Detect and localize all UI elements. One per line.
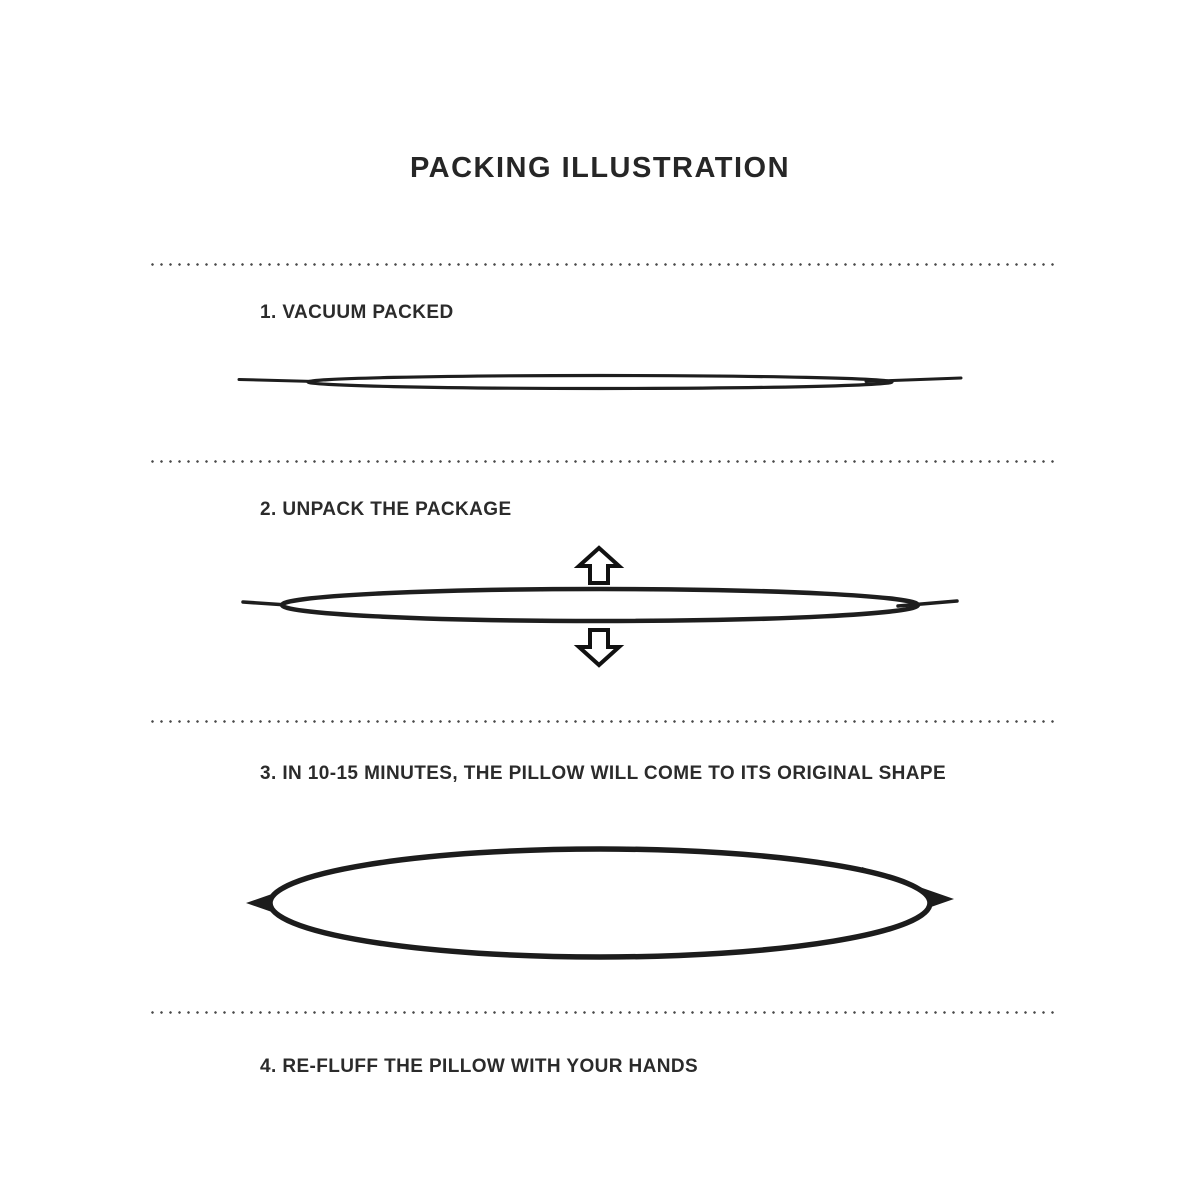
step-2-label: 2. UNPACK THE PACKAGE <box>260 499 512 520</box>
dotted-separator <box>148 720 1054 723</box>
up-arrow-icon <box>579 548 619 583</box>
step-1-label: 1. VACUUM PACKED <box>260 302 454 323</box>
unpacked-pillow-shape <box>243 589 957 621</box>
step-3-label: 3. IN 10-15 MINUTES, THE PILLOW WILL COME TO ITS ORIGINAL SHAPE <box>260 763 947 784</box>
vacuum-packed-pillow-shape <box>239 376 961 389</box>
page-title: PACKING ILLUSTRATION <box>409 152 791 184</box>
dotted-separator <box>148 1011 1054 1014</box>
restored-pillow-shape <box>246 849 954 957</box>
step-4-label: 4. RE-FLUFF THE PILLOW WITH YOUR HANDS <box>260 1056 699 1077</box>
dotted-separator <box>148 263 1054 266</box>
down-arrow-icon <box>579 630 619 665</box>
dotted-separator <box>148 460 1054 463</box>
